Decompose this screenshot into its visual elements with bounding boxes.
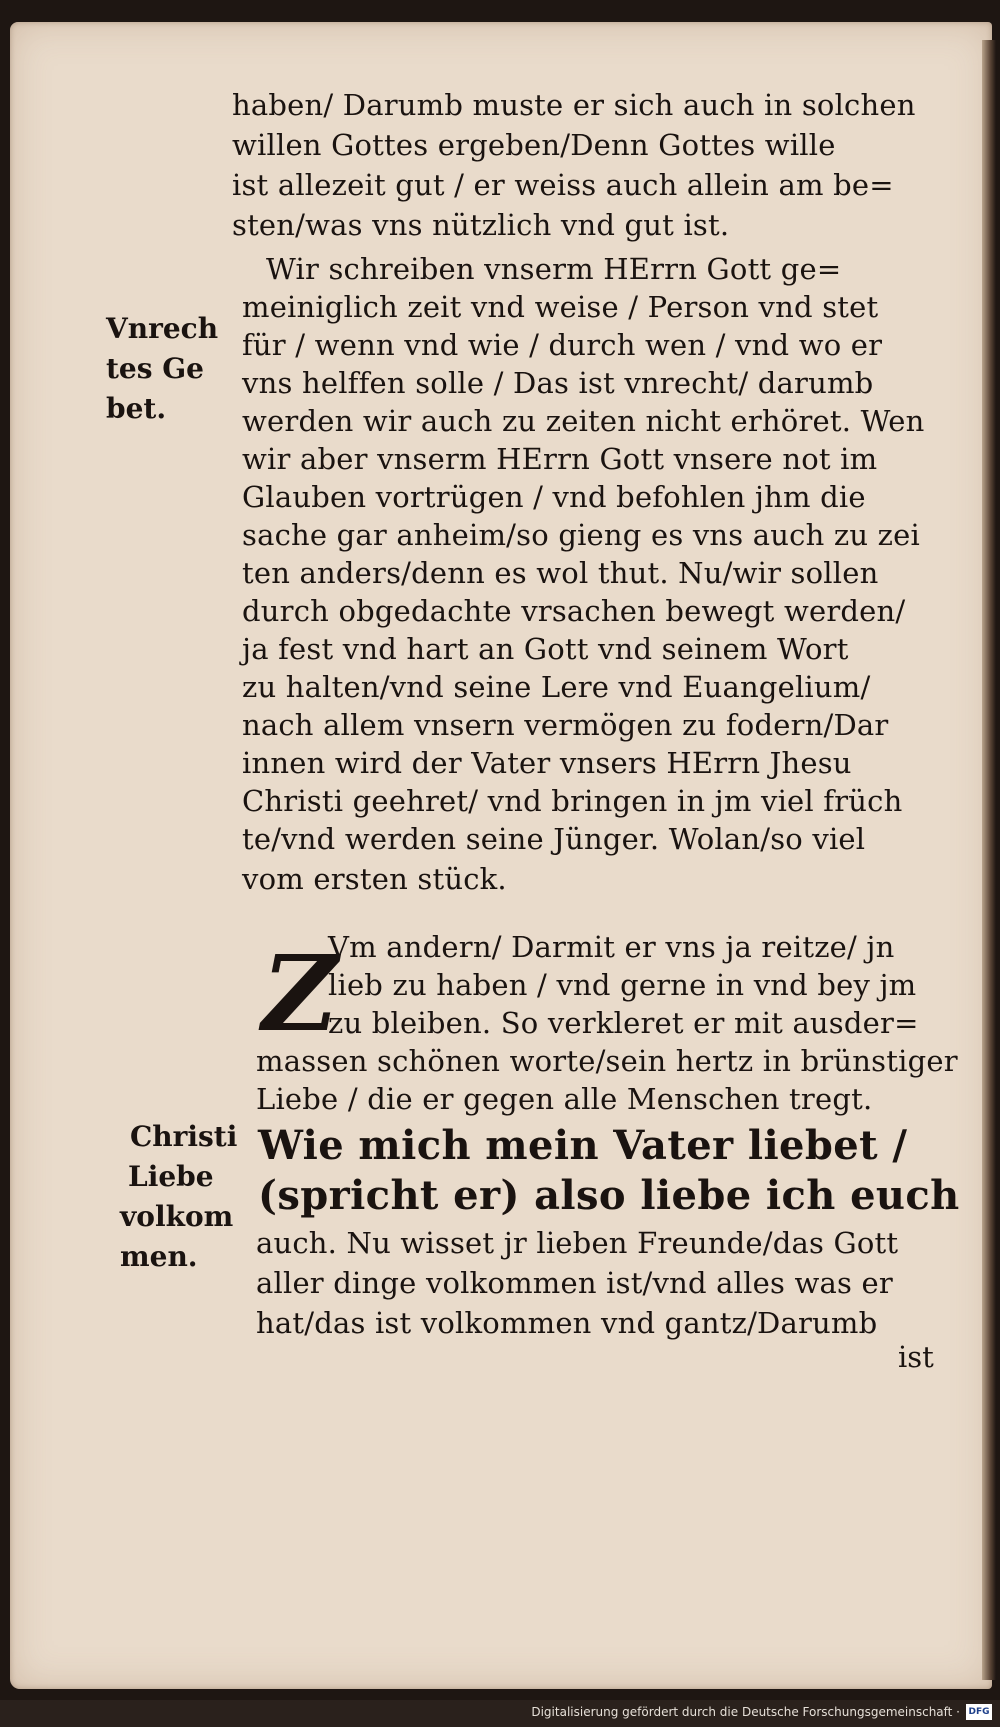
- margin-note-line: Christi: [130, 1120, 238, 1153]
- catchword: ist: [898, 1340, 934, 1374]
- text-line: auch. Nu wisset jr lieben Freunde/das Gott: [256, 1226, 899, 1260]
- margin-note-line: Vnrech: [106, 312, 219, 345]
- text-line: zu halten/vnd seine Lere vnd Euangelium/: [242, 670, 871, 704]
- text-line: Christi geehret/ vnd bringen in jm viel früch: [242, 784, 903, 818]
- margin-note-line: Liebe: [128, 1160, 214, 1193]
- text-line: lieb zu haben / vnd gerne in vnd bey jm: [328, 968, 917, 1002]
- text-line: zu bleiben. So verkleret er mit ausder=: [328, 1006, 919, 1040]
- text-line: vns helffen solle / Das ist vnrecht/ darumb: [242, 366, 874, 400]
- margin-note-line: men.: [120, 1240, 198, 1273]
- text-line: ist allezeit gut / er weiss auch allein am be=: [232, 168, 894, 202]
- text-line: vom ersten stück.: [242, 862, 507, 896]
- text-line: innen wird der Vater vnsers HErrn Jhesu: [242, 746, 852, 780]
- quote-line: (spricht er) also liebe ich euch: [258, 1172, 960, 1219]
- text-line: sache gar anheim/so gieng es vns auch zu zei: [242, 518, 920, 552]
- text-line: haben/ Darumb muste er sich auch in solchen: [232, 88, 916, 122]
- text-line: ten anders/denn es wol thut. Nu/wir sollen: [242, 556, 879, 590]
- decorative-initial: Z: [262, 932, 338, 1055]
- margin-note-line: volkom: [120, 1200, 234, 1233]
- dfg-logo-icon: DFG: [966, 1704, 992, 1720]
- margin-note-line: bet.: [106, 392, 167, 425]
- funding-credit: Digitalisierung gefördert durch die Deutsche Forschungsgemeinschaft ·: [531, 1705, 960, 1719]
- text-line: nach allem vnsern vermögen zu fodern/Dar: [242, 708, 889, 742]
- text-line: wir aber vnserm HErrn Gott vnsere not im: [242, 442, 878, 476]
- text-line: sten/was vns nützlich vnd gut ist.: [232, 208, 730, 242]
- text-line: Liebe / die er gegen alle Menschen tregt.: [256, 1082, 873, 1116]
- text-line: Wir schreiben vnserm HErrn Gott ge=: [266, 252, 842, 286]
- text-line: hat/das ist volkommen vnd gantz/Darumb: [256, 1306, 878, 1340]
- text-line: massen schönen worte/sein hertz in brünstiger: [256, 1044, 958, 1078]
- book-page: [10, 22, 992, 1689]
- text-line: meiniglich zeit vnd weise / Person vnd stet: [242, 290, 879, 324]
- text-line: durch obgedachte vrsachen bewegt werden/: [242, 594, 906, 628]
- text-line: te/vnd werden seine Jünger. Wolan/so viel: [242, 822, 866, 856]
- text-line: aller dinge volkommen ist/vnd alles was er: [256, 1266, 893, 1300]
- text-line: ja fest vnd hart an Gott vnd seinem Wort: [242, 632, 849, 666]
- text-line: Vm andern/ Darmit er vns ja reitze/ jn: [328, 930, 895, 964]
- margin-note-line: tes Ge: [106, 352, 204, 385]
- text-line: Glauben vortrügen / vnd befohlen jhm die: [242, 480, 866, 514]
- page-edge-shadow: [982, 40, 996, 1680]
- text-line: willen Gottes ergeben/Denn Gottes wille: [232, 128, 836, 162]
- text-line: werden wir auch zu zeiten nicht erhöret. Wen: [242, 404, 925, 438]
- text-line: für / wenn vnd wie / durch wen / vnd wo er: [242, 328, 883, 362]
- quote-line: Wie mich mein Vater liebet /: [258, 1122, 908, 1169]
